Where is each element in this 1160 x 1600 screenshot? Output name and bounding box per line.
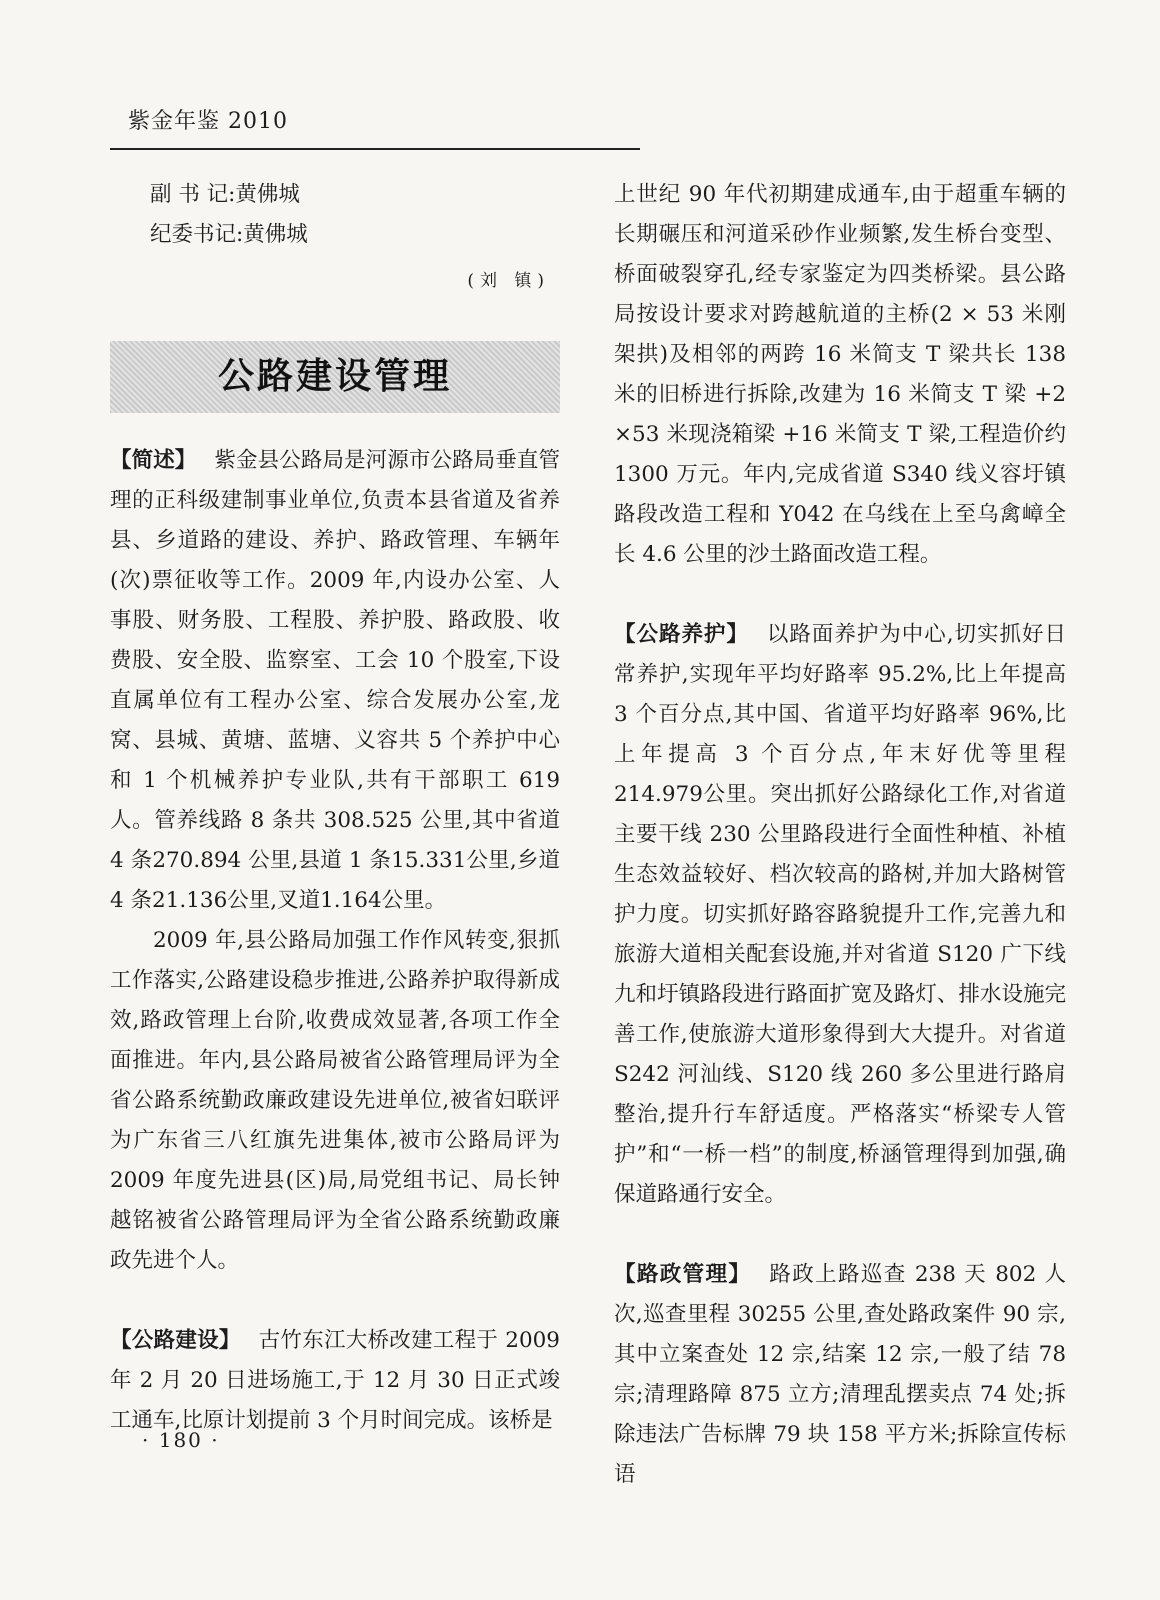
administration-heading: 【路政管理】: [614, 1262, 752, 1287]
left-column: [110, 175, 560, 1441]
overview-paragraph: [110, 441, 560, 921]
spacer: [110, 1281, 560, 1321]
maintenance-paragraph: [614, 615, 1066, 1215]
maintenance-text: 以路面养护为中心,切实抓好日常养护,实现年平均好路率 95.2%,比上年提高 3 个百分点,其中国、省道平均好路率 96%,比上年提高 3 个百分点,年末好优等里程 214.979公里。突出抓好公路绿化工作,对省道主要干线 230 公里路段进行全面性种植、补植生态效益较好、档次较高的路树,并加大路树管护力度。切实抓好路容路貌提升工作,完善九和旅游大道相关配套设施,并对省道 S120 广下线九和圩镇路段进行路面扩宽及路灯、排水设施完善工作,使旅游大道形象得到大大提升。对省道 S242 河汕线、S120 线 260 多公里进行路肩整治,提升行车舒适度。严格落实“桥梁专人管护”和“一桥一档”的制度,桥涵管理得到加强,确保道路通行安全。: [614, 622, 1066, 1207]
author-credit: (刘 镇): [467, 271, 550, 291]
right-column: [614, 175, 1066, 1495]
section-banner: [110, 341, 560, 413]
administration-paragraph: [614, 1255, 1066, 1495]
overview-heading: 【简述】: [110, 448, 197, 473]
overview-paragraph-2: 2009 年,县公路局加强工作作风转变,狠抓工作落实,公路建设稳步推进,公路养护取得新成效,路政管理上台阶,收费成效显著,各项工作全面推进。年内,县公路局被省公路管理局评为全省公路系统勤政廉政建设先进单位,被省妇联评为广东省三八红旗先进集体,被市公路局评为 2009 年度先进县(区)局,局党组书记、局长钟越铭被省公路管理局评为全省公路系统勤政廉政先进个人。: [110, 928, 560, 1273]
construction-text-right: 上世纪 90 年代初期建成通车,由于超重车辆的长期碾压和河道采砂作业频繁,发生桥台变型、桥面破裂穿孔,经专家鉴定为四类桥梁。县公路局按设计要求对跨越航道的主桥(2 × 53 米刚架拱)及相邻的两跨 16 米简支 T 梁共长 138 米的旧桥进行拆除,改建为 16 米简支 T 梁 +2 ×53 米现浇箱梁 +16 米简支 T 梁,工程造价约 1300 万元。年内,完成省道 S340 线义容圩镇路段改造工程和 Y042 在乌线在上至乌禽嶂全长 4.6 公里的沙土路面改造工程。: [614, 182, 1066, 567]
running-head: 紫金年鉴 2010: [128, 109, 288, 134]
administration-text: 路政上路巡查 238 天 802 人次,巡查里程 30255 公里,查处路政案件 90 宗,其中立案查处 12 宗,结案 12 宗,一般了结 78 宗;清理路障 875 立方;清理乱摆卖点 74 处;拆除违法广告标牌 79 块 158 平方米;拆除宣传标语: [614, 1262, 1066, 1487]
maintenance-heading: 【公路养护】: [614, 622, 749, 647]
official-discipline-secretary: 纪委书记:黄佛城: [150, 222, 308, 247]
official-deputy-secretary: 副 书 记:黄佛城: [150, 182, 300, 207]
header-rule: [110, 148, 640, 150]
page-number: · 180 ·: [142, 1428, 220, 1452]
spacer: [614, 575, 1066, 615]
construction-paragraph: [110, 1321, 560, 1441]
section-title: 公路建设管理: [217, 356, 452, 397]
spacer: [614, 1215, 1066, 1255]
overview-text: 紫金县公路局是河源市公路局垂直管理的正科级建制事业单位,负责本县省道及省养县、乡道路的建设、养护、路政管理、车辆年(次)票征收等工作。2009 年,内设办公室、人事股、财务股、工程股、养护股、路政股、收费股、安全股、监察室、工会 10 个股室,下设直属单位有工程办公室、综合发展办公室,龙窝、县城、黄塘、蓝塘、义容共 5 个养护中心和 1 个机械养护专业队,共有干部职工 619 人。管养线路 8 条共 308.525 公里,其中省道 4 条270.894 公里,县道 1 条15.331公里,乡道 4 条21.136公里,叉道1.164公里。: [110, 448, 560, 913]
construction-text-left: 古竹东江大桥改建工程于 2009 年 2 月 20 日进场施工,于 12 月 30 日正式竣工通车,比原计划提前 3 个月时间完成。该桥是: [110, 1328, 560, 1433]
construction-heading: 【公路建设】: [110, 1328, 241, 1353]
